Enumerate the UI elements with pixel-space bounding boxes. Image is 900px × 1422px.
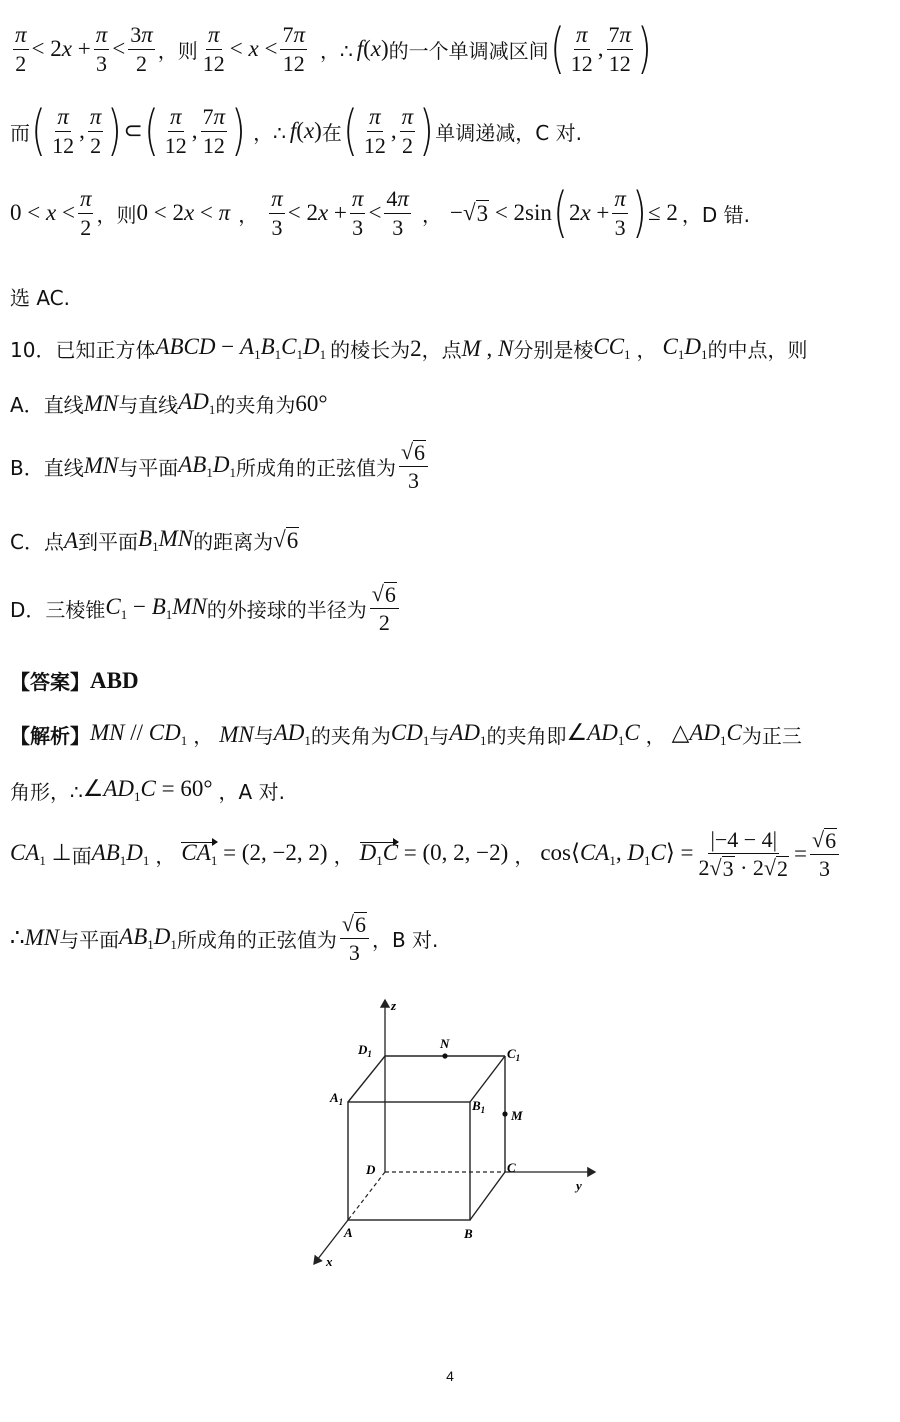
- cube-figure: [300, 992, 610, 1282]
- option-d: D． 三棱锥 $C_1 - B_1MN$ 的外接球的半径为 √ 6 2: [10, 582, 402, 634]
- text: 直线: [43, 393, 84, 417]
- text: 分别是棱: [513, 338, 594, 362]
- label-a: A: [344, 1225, 353, 1240]
- text: ，A 对.: [218, 780, 285, 804]
- label-z: z: [391, 998, 397, 1013]
- text: 与: [253, 724, 274, 748]
- label-d: D: [366, 1162, 376, 1177]
- angle-value: 60°: [295, 390, 328, 416]
- text: 的一个单调减区间: [388, 38, 549, 63]
- option-b: B． 直线 MN 与平面 $AB_1D_1$ 所成角的正弦值为 √ 6 3: [10, 440, 431, 492]
- cube-edges: [348, 1056, 505, 1220]
- label-y: y: [576, 1178, 582, 1193]
- text: ，: [333, 843, 354, 868]
- text: 的中点，则: [707, 338, 808, 362]
- option-label: D．: [10, 597, 46, 622]
- analysis-line-1: 【解析】 MN // $CD_1$ ， MN 与 $AD_1$ 的夹角为 $CD_1$ 与 $AD_1$ 的夹角即 $\angle AD_1C$ ， $\triangle AD_1C$ 为正三: [10, 720, 802, 748]
- label-b1: $B_1$: [472, 1098, 486, 1115]
- text: 所成角的正弦值为: [176, 927, 337, 952]
- text: D 错.: [701, 202, 751, 227]
- text: 在: [321, 120, 342, 145]
- label-a1: $A_1$: [330, 1090, 344, 1107]
- text: 与平面: [118, 455, 179, 480]
- analysis-line-2: 角形，∴ $\angle AD_1C = 60^\circ$ ，A 对.: [10, 776, 285, 804]
- text: 的夹角为: [215, 393, 296, 417]
- option-c: C． 点 A 到平面 $B_1MN$ 的距离为 √ 6: [10, 526, 299, 554]
- text: ，则: [96, 202, 137, 227]
- text: 的夹角为: [310, 724, 391, 748]
- option-label: A．: [10, 393, 44, 417]
- point-m: [502, 1111, 507, 1116]
- text: 角形，∴: [10, 780, 83, 804]
- question-stem: 10． 已知正方体 ABCD − $A_1B_1C_1D_1$ 的棱长为 2 ，点 M , N 分别是棱 $CC_1$ ， $C_1D_1$ 的中点，则: [10, 334, 808, 362]
- text: 点: [43, 530, 64, 554]
- hidden-edges: [348, 1172, 505, 1220]
- text: 所成角的正弦值为: [235, 455, 396, 480]
- text: ∴: [10, 925, 25, 951]
- text: 与: [429, 724, 450, 748]
- analysis-label: 【解析】: [10, 724, 90, 748]
- text: 与平面: [59, 927, 120, 952]
- text: 的夹角即: [486, 724, 567, 748]
- text: ，: [155, 843, 176, 868]
- label-n: N: [440, 1036, 450, 1051]
- answer-value: ABD: [90, 667, 139, 693]
- text: ，: [514, 843, 535, 868]
- answer-label: 【答案】: [10, 670, 90, 694]
- text: 已知正方体: [55, 338, 156, 362]
- text: 为正三: [741, 724, 802, 748]
- text: ，B 对.: [371, 927, 439, 952]
- text: ，∴: [253, 120, 286, 145]
- text: ，点: [421, 338, 462, 362]
- text: ，: [193, 724, 214, 748]
- text: ，: [238, 202, 259, 227]
- question-number: 10．: [10, 338, 56, 362]
- label-b: B: [464, 1226, 473, 1241]
- solution-line-1: $\frac{\pi}{2}$ < 2x + $\frac{\pi}{3}$ < $\frac{3\pi}{2}$ ，则 $\frac{\pi}{12}$ < x < $\frac{7\pi}{12}$ ，∴ f(x) 的一个单调减区间 ( $\frac{\pi}{12}$ , $\frac{7\pi}{12}$ ): [15, 17, 652, 80]
- text: 直线: [43, 455, 84, 480]
- text: 到平面: [78, 530, 139, 554]
- text: 单调递减，C 对.: [435, 120, 582, 145]
- text: 与直线: [118, 393, 179, 417]
- text: 的距离为: [193, 530, 274, 554]
- label-d1: $D_1$: [358, 1042, 372, 1059]
- solution-line-2: 而 ( $\frac{\pi}{12}$ , $\frac{\pi}{2}$ ) ⊂ ( $\frac{\pi}{12}$ , $\frac{7\pi}{12}$ ) ，∴ f(x) 在 ( $\frac{\pi}{12}$ , $\frac{\pi}{2}$ ) 单调递减，C 对.: [10, 99, 582, 162]
- text: ，∴: [319, 38, 353, 63]
- answer-line: [10, 666, 139, 695]
- option-label: C．: [10, 530, 44, 554]
- text: ，则: [157, 38, 198, 63]
- analysis-line-4: ∴ MN 与平面 $AB_1D_1$ 所成角的正弦值为 √ 6 3 ，B 对.: [10, 911, 439, 966]
- text: 三棱锥: [45, 597, 106, 622]
- text: 的棱长为: [330, 338, 411, 362]
- text: ，: [645, 724, 666, 748]
- label-x: x: [326, 1254, 333, 1269]
- solution-line-3: 0 < x < $\frac{\pi}{2}$ ，则 0 < 2x < π ， $\frac{\pi}{3}$ < 2x + $\frac{\pi}{3}$ < $\frac{4\pi}{3}$ ， −√ 3 < 2sin ( 2x + $\frac{\pi}{3}$ ) ≤ 2 ， D 错.: [10, 181, 751, 244]
- page-number: 4: [446, 1368, 454, 1384]
- analysis-line-3: $CA_1$ ⊥ 面 $AB_1D_1$ ， $CA_1 = (2$, −2, 2) ， $D_1C = (0$, 2, −2) ， $\cos⟨CA_1$, $D_1C⟩$ = |−4 − 4| 2√ 3 · 2√ 2 = √ 6 3: [10, 828, 842, 880]
- label-m: M: [511, 1108, 523, 1123]
- text: 的外接球的半径为: [206, 597, 367, 622]
- point-n: [442, 1053, 447, 1058]
- text: 面: [71, 843, 92, 868]
- text: 而: [10, 120, 30, 145]
- solution-line-4: 选 AC.: [10, 286, 71, 310]
- option-label: B．: [10, 455, 44, 480]
- option-a: A． 直线 MN 与直线 $AD_1$ 的夹角为 60°: [10, 389, 328, 417]
- label-c1: $C_1$: [507, 1046, 521, 1063]
- label-c: C: [507, 1160, 516, 1175]
